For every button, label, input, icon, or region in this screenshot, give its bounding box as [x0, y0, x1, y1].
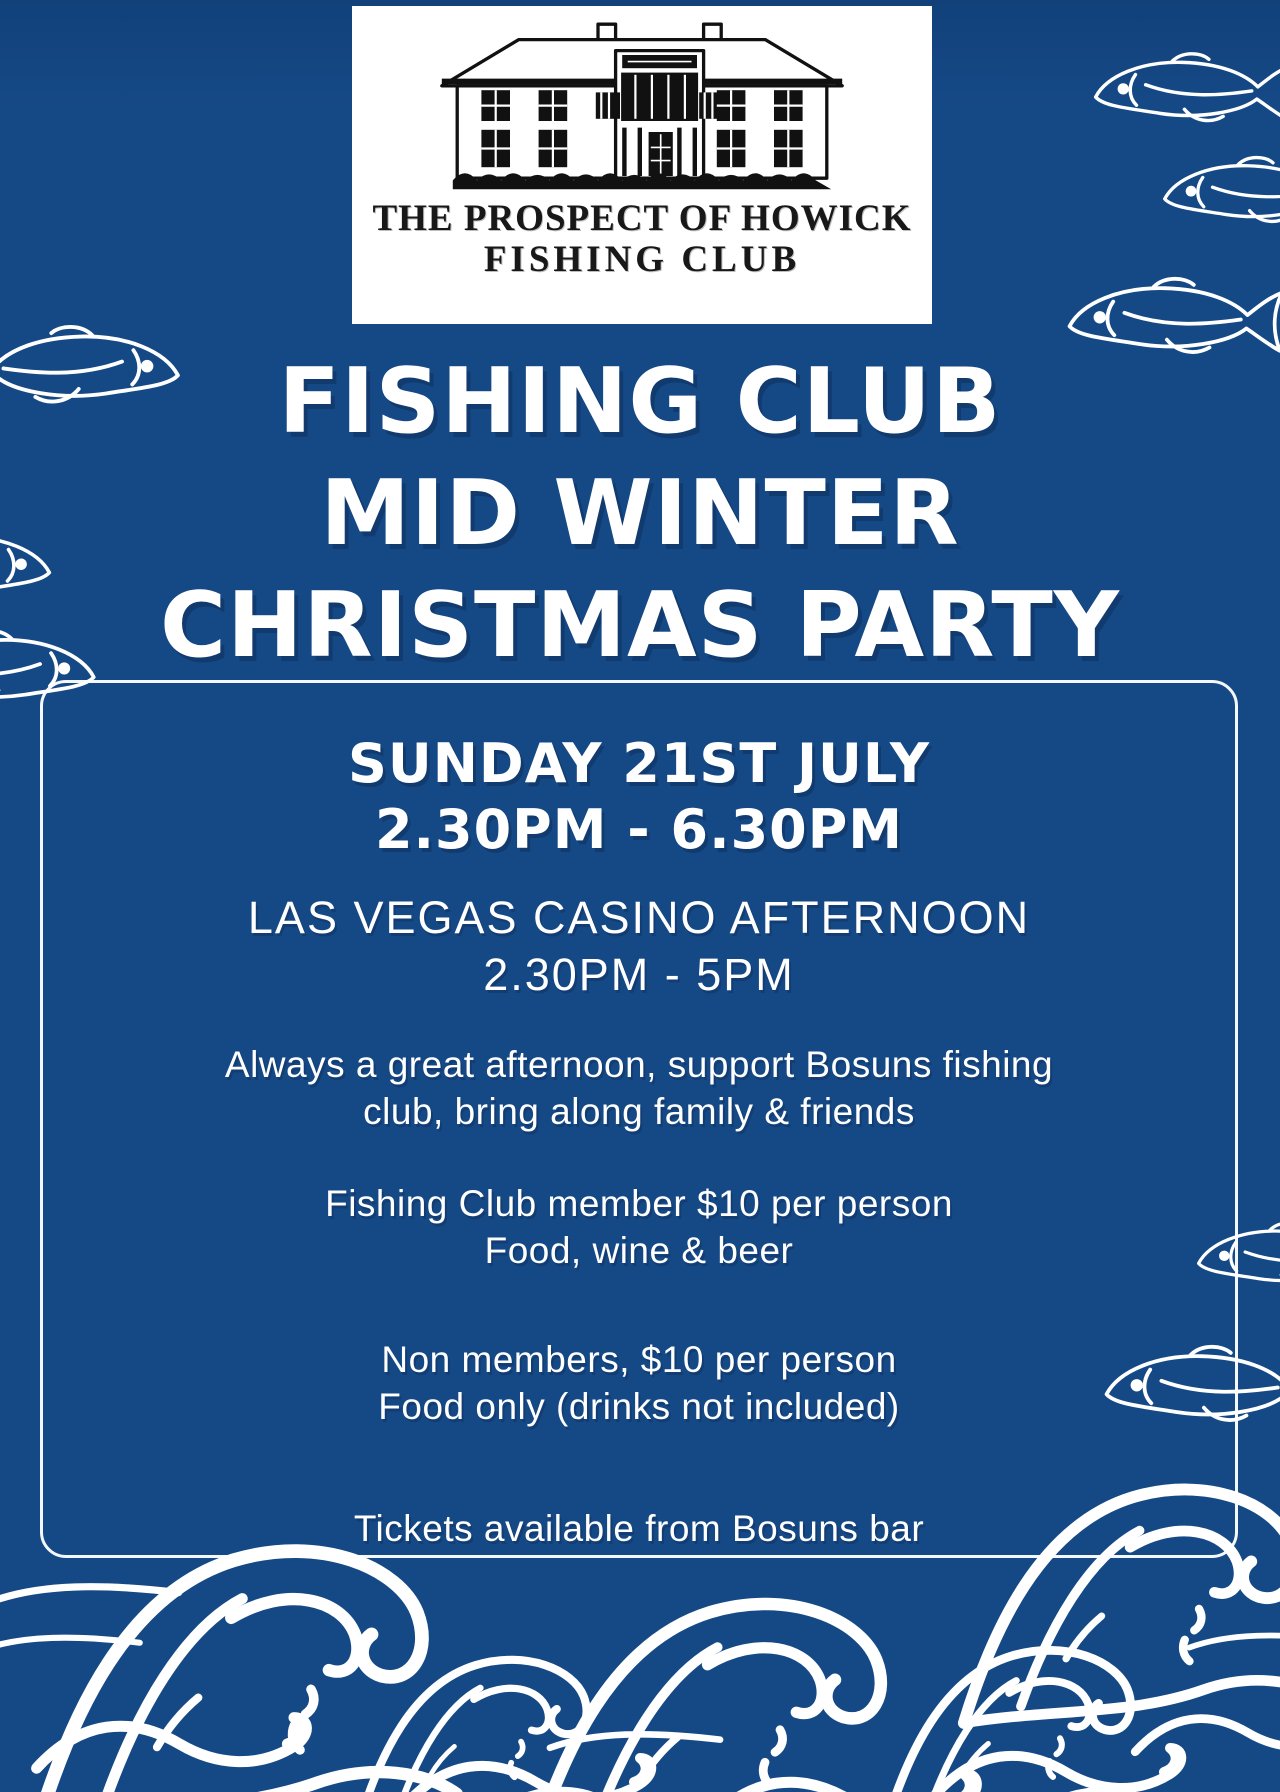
nonmember-price-line1: Non members, $10 per person [381, 1339, 897, 1380]
club-logo-name [372, 198, 911, 281]
poster-title-line3: CHRISTMAS PARTY [160, 573, 1120, 678]
poster-title [0, 346, 1280, 682]
member-price [43, 1180, 1235, 1274]
nonmember-price-line2: Food only (drinks not included) [378, 1386, 900, 1427]
wave-icon [878, 1642, 1158, 1792]
event-details-box [40, 680, 1238, 1558]
event-note [43, 1041, 1235, 1135]
fish-icon [1152, 148, 1280, 246]
event-note-line1: Always a great afternoon, support Bosuns fishing [224, 1044, 1054, 1085]
event-theme-time-line: 2.30PM - 5PM [483, 949, 795, 1000]
poster-title-line2: MID WINTER [320, 461, 960, 566]
wave-swash-icon [1130, 1698, 1280, 1776]
member-price-line1: Fishing Club member $10 per person [325, 1183, 953, 1224]
event-date-line: SUNDAY 21ST JULY [348, 732, 930, 795]
wave-swash-icon [30, 1700, 360, 1792]
poster-title-line1: FISHING CLUB [278, 349, 1002, 454]
wave-line-icon [545, 1728, 725, 1753]
tickets-info-line: Tickets available from Bosuns bar [353, 1508, 925, 1549]
wave-icon [352, 1652, 612, 1792]
event-time-line: 2.30PM - 6.30PM [374, 798, 904, 861]
event-subheading [43, 889, 1235, 1003]
wave-line-icon [1185, 1630, 1280, 1652]
clubhouse-illustration-icon [407, 22, 877, 198]
event-note-line2: club, bring along family & friends [363, 1091, 915, 1132]
wave-swash-icon [700, 1756, 1030, 1792]
fish-icon [1082, 44, 1280, 146]
club-logo-box [352, 6, 932, 324]
wave-swash-icon [400, 1742, 700, 1792]
member-price-line2: Food, wine & beer [484, 1230, 794, 1271]
wave-swash-icon [930, 1732, 1230, 1792]
club-name-line2: FISHING CLUB [483, 239, 801, 281]
club-name-line1: THE PROSPECT OF HOWICK [372, 198, 912, 239]
wave-icon [25, 1538, 465, 1792]
tickets-info [43, 1505, 1235, 1552]
wave-line-icon [0, 1632, 145, 1655]
wave-icon [520, 1592, 920, 1792]
wave-line-icon [0, 1580, 185, 1607]
event-theme-line: LAS VEGAS CASINO AFTERNOON [247, 892, 1031, 943]
nonmember-price [43, 1336, 1235, 1430]
event-date-heading [43, 731, 1235, 863]
